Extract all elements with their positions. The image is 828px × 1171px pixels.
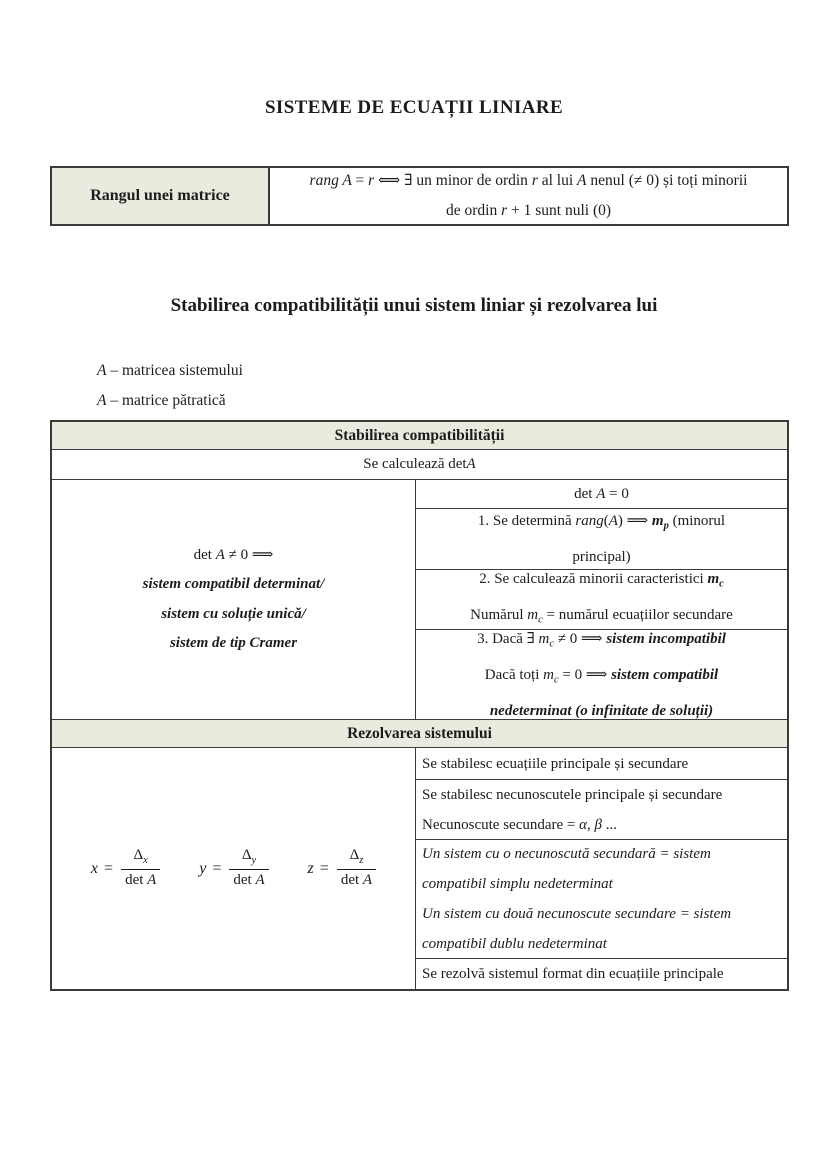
rank-table	[50, 166, 789, 226]
matrix-note-2: A – matrice pătratică	[97, 392, 226, 409]
rank-definition-line-1: rang A = r ⟺ ∃ un minor de ordin r al lui A nenul (≠ 0) și toți minorii	[309, 172, 748, 189]
equals-sign: =	[104, 859, 114, 877]
formula-x-lhs: x	[90, 859, 99, 877]
det-nonzero-line: det A ≠ 0 ⟹	[193, 546, 274, 563]
solve-row-4-line: Se rezolvă sistemul format din ecuațiile principale	[422, 966, 724, 982]
fraction-z	[337, 847, 376, 889]
fraction-y-denominator: det A	[229, 869, 268, 889]
rank-definition-line-2: de ordin r + 1 sunt nuli (0)	[445, 202, 612, 219]
step-3-line-2: Dacă toți $m_c = 0$ ⟹ sistem compatibil	[484, 667, 719, 686]
solve-row-3-line-3: Un sistem cu două necunoscute secundare = sistem	[422, 906, 732, 922]
equals-sign: =	[319, 859, 329, 877]
step-3-line-1: 3. Dacă ∃ $m_c \ne 0$ ⟹ sistem incompatibil	[477, 631, 726, 650]
solve-row-4	[416, 959, 787, 989]
compatibility-table	[50, 420, 789, 991]
fraction-z-numerator: $\Delta_z$	[349, 847, 364, 867]
compatibility-header: Stabilirea compatibilității	[52, 422, 787, 450]
fraction-z-denominator: det A	[337, 869, 376, 889]
formula-z-lhs: z	[307, 859, 314, 877]
rank-table-label: Rangul unei matrice	[52, 168, 270, 224]
solve-header: Rezolvarea sistemului	[52, 720, 787, 748]
step-2-row	[416, 570, 787, 630]
formula-y-lhs: y	[199, 859, 207, 877]
fraction-y	[229, 847, 268, 889]
solve-steps-column	[416, 748, 787, 989]
cramer-formulas	[52, 748, 415, 989]
solve-split	[52, 748, 787, 989]
cramer-formulas-cell	[52, 748, 416, 989]
step-1-line-1: 1. Se determină rang(A) ⟹ $m_p$ (minorul	[477, 513, 726, 532]
det-nonzero-case-1: sistem compatibil determinat/	[142, 576, 325, 592]
det-zero-row	[416, 480, 787, 509]
calc-det-row: Se calculează det A	[52, 450, 787, 480]
fraction-y-numerator: $\Delta_y$	[241, 847, 257, 867]
fraction-x-numerator: $\Delta_x$	[133, 847, 148, 867]
step-2-line-1: 2. Se calculează minorii caracteristici $m_c$	[479, 570, 724, 590]
solve-row-2	[416, 780, 787, 840]
det-zero-column	[416, 480, 787, 719]
step-3-row	[416, 630, 787, 720]
matrix-note-1: A – matricea sistemului	[97, 362, 243, 379]
step-2-line-2: Numărul $m_c$ = numărul ecuațiilor secundare	[470, 606, 733, 626]
formula-y	[199, 847, 268, 889]
step-1-line-2: principal)	[572, 548, 631, 565]
solve-row-3-line-2: compatibil simplu nedeterminat	[422, 876, 613, 892]
det-nonzero-case-3: sistem de tip Cramer	[169, 635, 298, 651]
solve-row-3-line-1: Un sistem cu o necunoscută secundară = sistem	[422, 846, 711, 862]
step-3-line-3: nedeterminat (o infinitate de soluții)	[489, 702, 714, 719]
formula-x	[91, 847, 160, 889]
fraction-x	[121, 847, 160, 889]
section-heading: Stabilirea compatibilității unui sistem liniar și rezolvarea lui	[170, 295, 658, 316]
solve-row-3-line-4: compatibil dublu nedeterminat	[422, 936, 607, 952]
solve-row-1	[416, 748, 787, 780]
fraction-x-denominator: det A	[121, 869, 160, 889]
det-nonzero-case-2: sistem cu soluție unică/	[161, 605, 306, 622]
document-title: SISTEME DE ECUAȚII LINIARE	[264, 97, 564, 118]
det-zero-label: det A = 0	[574, 486, 629, 502]
step-1-row	[416, 509, 787, 570]
formula-z	[308, 847, 377, 889]
solve-row-2-line-1: Se stabilesc necunoscutele principale și secundare	[422, 786, 723, 803]
solve-row-3	[416, 840, 787, 959]
equals-sign: =	[212, 859, 222, 877]
compatibility-split	[52, 480, 787, 720]
solve-row-2-line-2: Necunoscute secundare = α, β ...	[422, 816, 618, 833]
rank-definition	[270, 168, 787, 224]
solve-row-1-line: Se stabilesc ecuațiile principale și secundare	[422, 755, 689, 772]
det-nonzero-cell	[52, 480, 416, 719]
